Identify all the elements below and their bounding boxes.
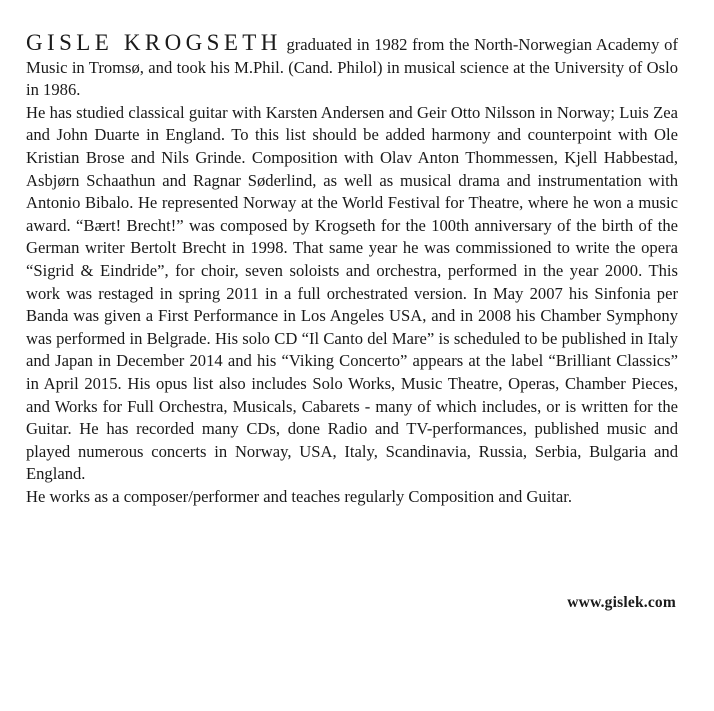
intro-text: graduated in 1982 from the North-Norwegian Academy of Music in Tromsø, and took his M.Phil. (Cand. Philol) in musical science at the University of Oslo in 1986. — [26, 35, 678, 100]
intro-paragraph — [26, 32, 678, 102]
studies-paragraph: He has studied classical guitar with Karsten Andersen and Geir Otto Nilsson in Norway; Luis Zea and John Duarte in England. To this list should be added harmony and counterpoint with Ole Kristian Brose and Nils Grinde. Composition with Olav Anton Thommessen, Kjell Habbestad, Asbjørn Schaathun and Ragnar Søderlind, as well as musical drama and instrumentation with Antonio Bibalo. He represented Norway at the World Festival for Theatre, where he won a music award. “Bært! Brecht!” was composed by Krogseth for the 100th anniversary of the birth of the German writer Bertolt Brecht in 1998. That same year he was commissioned to write the opera “Sigrid & Eindride”, for choir, seven soloists and orchestra, performed in the year 2000. This work was restaged in spring 2011 in a full orchestrated version. In May 2007 his Sinfonia per Banda was given a First Performance in Los Angeles USA, and in 2008 his Chamber Symphony was performed in Belgrade. His solo CD “Il Canto del Mare” is scheduled to be published in Italy and Japan in December 2014 and his “Viking Concerto” appears at the label “Brilliant Classics” in April 2015. His opus list also includes Solo Works, Music Theatre, Operas, Chamber Pieces, and Works for Full Orchestra, Musicals, Cabarets - many of which includes, or is written for the Guitar. He has recorded many CDs, done Radio and TV-performances, published music and played numerous concerts in Norway, USA, Italy, Scandinavia, Russia, Serbia, Bulgaria and England. — [26, 102, 678, 484]
biography-text-block — [26, 32, 678, 508]
closing-paragraph: He works as a composer/performer and teaches regularly Composition and Guitar. — [26, 486, 573, 506]
composer-name: GISLE KROGSETH — [26, 30, 282, 55]
website-address: www.gislek.com — [567, 594, 676, 611]
